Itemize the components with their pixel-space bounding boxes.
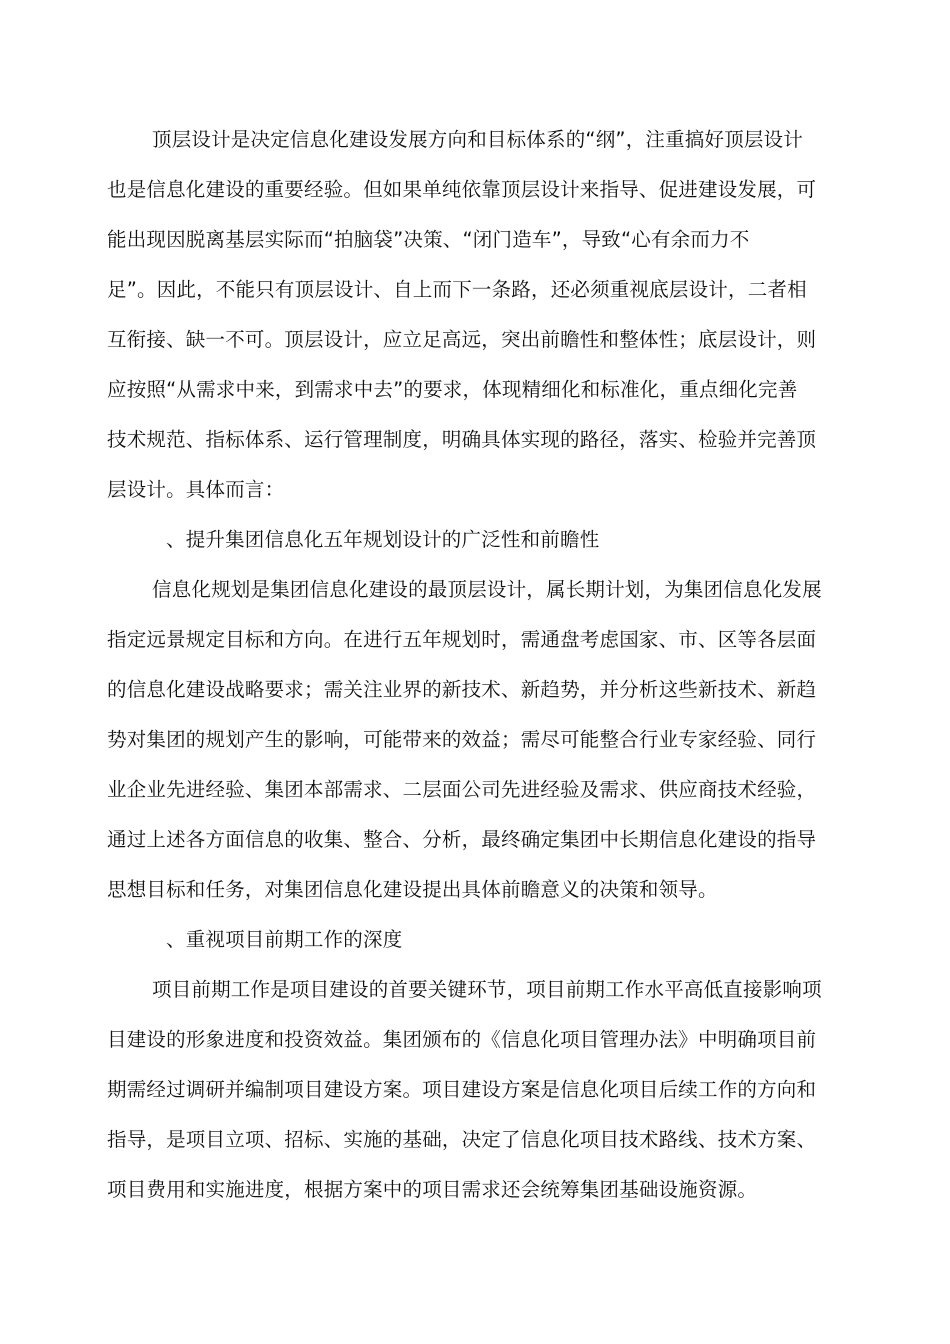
- paragraph-1-line-6: 应按照“从需求中来，到需求中去”的要求，体现精细化和标准化，重点细化完善: [107, 378, 798, 401]
- paragraph-2-line-2: 指定远景规定目标和方向。在进行五年规划时，需通盘考虑国家、市、区等各层面: [107, 628, 817, 651]
- paragraph-1-line-7: 技术规范、指标体系、运行管理制度，明确具体实现的路径，落实、检验并完善顶: [107, 428, 817, 451]
- paragraph-2-line-4: 势对集团的规划产生的影响，可能带来的效益；需尽可能整合行业专家经验、同行: [107, 728, 817, 751]
- paragraph-1-line-2: 也是信息化建设的重要经验。但如果单纯依靠顶层设计来指导、促进建设发展，可: [107, 178, 817, 201]
- paragraph-2-line-3: 的信息化建设战略要求；需关注业界的新技术、新趋势，并分析这些新技术、新趋: [107, 678, 817, 701]
- paragraph-2-line-1: 信息化规划是集团信息化建设的最顶层设计，属长期计划，为集团信息化发展: [152, 578, 822, 601]
- paragraph-1-line-1: 顶层设计是决定信息化建设发展方向和目标体系的“纲”，注重搞好顶层设计: [152, 128, 804, 151]
- paragraph-3-line-5: 项目费用和实施进度，根据方案中的项目需求还会统筹集团基础设施资源。: [107, 1178, 758, 1201]
- paragraph-3-line-4: 指导，是项目立项、招标、实施的基础，决定了信息化项目技术路线、技术方案、: [107, 1128, 817, 1151]
- paragraph-3-line-3: 期需经过调研并编制项目建设方案。项目建设方案是信息化项目后续工作的方向和: [107, 1078, 817, 1101]
- paragraph-2-line-6: 通过上述各方面信息的收集、整合、分析，最终确定集团中长期信息化建设的指导: [107, 828, 817, 851]
- paragraph-1-line-4: 足”。因此，不能只有顶层设计、自上而下一条路，还必须重视底层设计，二者相: [107, 278, 807, 301]
- paragraph-1-line-3: 能出现因脱离基层实际而“拍脑袋”决策、“闭门造车”，导致“心有余而力不: [107, 228, 750, 251]
- paragraph-1-line-5: 互衔接、缺一不可。顶层设计，应立足高远，突出前瞻性和整体性；底层设计，则: [107, 328, 817, 351]
- section-heading-1: 、提升集团信息化五年规划设计的广泛性和前瞻性: [166, 528, 600, 551]
- section-heading-2: 、重视项目前期工作的深度: [166, 928, 403, 951]
- paragraph-2-line-7: 思想目标和任务，对集团信息化建设提出具体前瞻意义的决策和领导。: [107, 878, 718, 901]
- paragraph-3-line-2: 目建设的形象进度和投资效益。集团颁布的《信息化项目管理办法》中明确项目前: [107, 1028, 817, 1051]
- paragraph-3-line-1: 项目前期工作是项目建设的首要关键环节，项目前期工作水平高低直接影响项: [152, 978, 822, 1001]
- paragraph-2-line-5: 业企业先进经验、集团本部需求、二层面公司先进经验及需求、供应商技术经验，: [107, 778, 817, 801]
- paragraph-1-line-8: 层设计。具体而言：: [107, 478, 285, 501]
